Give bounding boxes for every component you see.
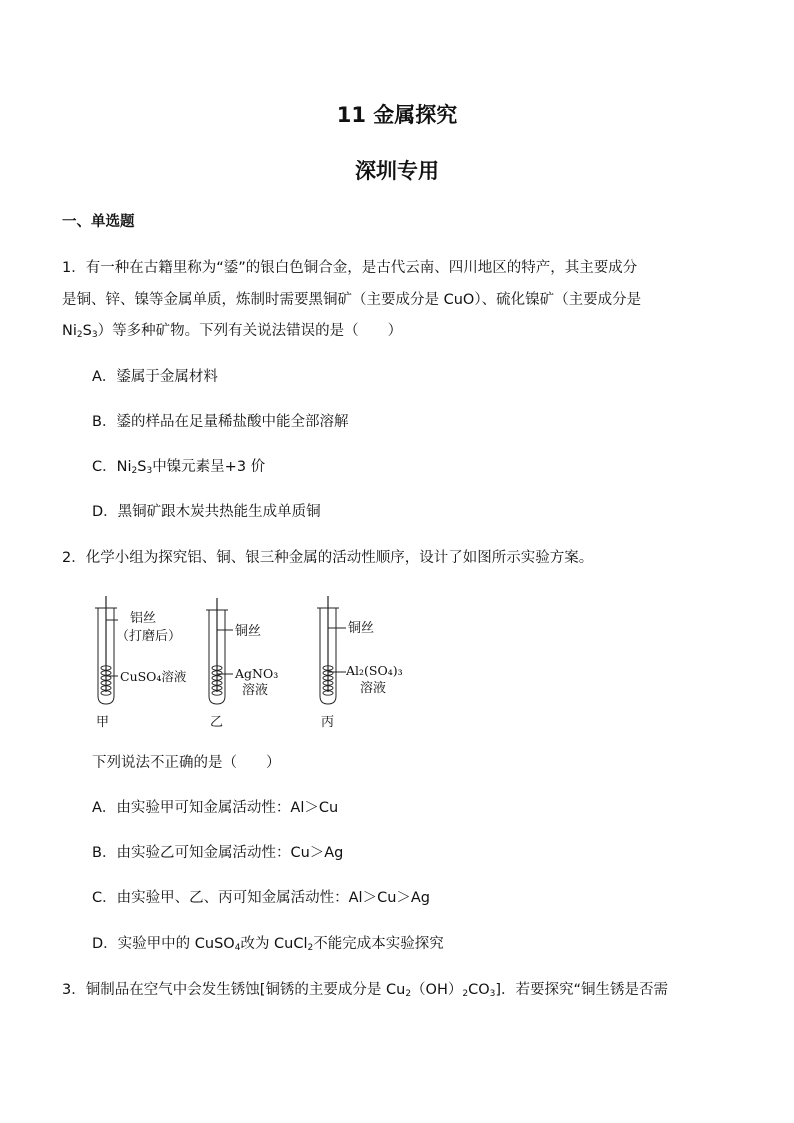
q1-option-c-sub: 2 [131,466,138,476]
q1-stem-line1: 1．有一种在古籍里称为“鋈”的银白色铜合金，是古代云南、四川地区的特产，其主要成分 [62,260,638,276]
q3-formula-sub: 2 [462,989,469,999]
tube1-label-polished: （打磨后） [116,629,182,644]
q1-formula-sub: 3 [91,330,98,340]
test-tube-jia [95,596,118,704]
tube2-label-wire: 铜丝 [235,624,262,639]
test-tube-bing [317,596,346,704]
section-heading: 一、单选题 [62,214,135,230]
q2-option-d-mid: 改为 CuCl [240,936,308,952]
q2-option-c: C．由实验甲、乙、丙可知金属活动性：Al＞Cu＞Ag [92,890,431,906]
q1-option-c-label: C．Ni [92,459,132,475]
test-tube-figure [92,592,412,732]
q2-option-d-sub: 2 [307,943,314,953]
solution-coil [212,666,222,695]
q3-formula-sub: 2 [405,989,412,999]
q2-prompt: 下列说法不正确的是（ ） [92,755,281,771]
tube1-name: 甲 [96,715,110,730]
q1-option-b: B．鋈的样品在足量稀盐酸中能全部溶解 [92,414,349,430]
q3-stem-pre: 3．铜制品在空气中会发生锈蚀[铜锈的主要成分是 Cu [62,982,406,998]
q2-option-d-pre: D．实验甲中的 CuSO [92,936,235,952]
document-subtitle: 深圳专用 [355,159,439,183]
q1-stem-line3-text: ）等多种矿物。下列有关说法错误的是（ ） [97,323,403,339]
q3-stem-line1 [62,980,668,1000]
tube3-name: 丙 [321,715,335,730]
q1-option-d: D．黑铜矿跟木炭共热能生成单质铜 [92,504,321,520]
tube3-label-wire: 铜丝 [348,621,375,636]
q2-option-a: A．由实验甲可知金属活动性：Al＞Cu [92,800,339,816]
q1-stem-line3 [62,321,402,341]
q1-formula-s: S [82,323,92,339]
q2-option-d-sub: 4 [234,943,241,953]
q1-formula-ni: Ni [62,323,77,339]
q1-option-c-text: 中镍元素呈+3 价 [152,459,266,475]
tube2-label-solution-word: 溶液 [242,683,269,698]
tube1-label-wire: 铝丝 [130,611,157,626]
tube3-label-solution: Al₂(SO₄)₃ [346,663,403,678]
q2-option-b: B．由实验乙可知金属活动性：Cu＞Ag [92,845,344,861]
solution-coil [101,666,111,695]
q3-formula-oh: （OH） [411,982,463,998]
document-title: 11 金属探究 [336,103,458,127]
test-tube-yi [206,598,233,704]
q1-option-c-s: S [137,459,147,475]
q1-option-a: A．鋈属于金属材料 [92,369,218,385]
q1-option-c-sub: 3 [146,466,153,476]
q2-option-d [92,934,444,954]
q1-stem-line2: 是铜、锌、镍等金属单质，炼制时需要黑铜矿（主要成分是 CuO）、硫化镍矿（主要成分是 [62,292,642,308]
q3-formula-co: CO [468,982,490,998]
tube2-name: 乙 [210,715,224,730]
tube3-label-solution-word: 溶液 [360,681,387,696]
q2-stem: 2．化学小组为探究铝、铜、银三种金属的活动性顺序，设计了如图所示实验方案。 [62,550,594,566]
q1-option-c [92,457,265,477]
q3-formula-sub: 3 [489,989,496,999]
q2-option-d-text: 不能完成本实验探究 [313,936,444,952]
solution-coil [323,666,333,695]
tube2-label-solution: AgNO₃ [235,666,279,681]
q1-formula-sub: 2 [76,330,83,340]
tube1-label-solution: CuSO₄溶液 [120,669,187,684]
q3-stem-rest: ]．若要探究“铜生锈是否需 [495,982,669,998]
